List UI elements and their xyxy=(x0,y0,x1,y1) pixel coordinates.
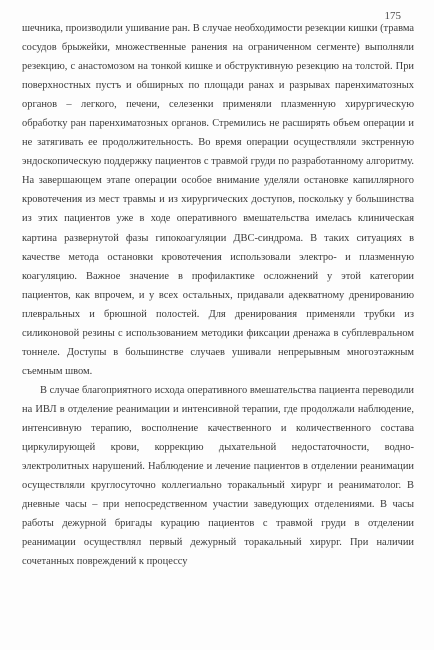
body-text xyxy=(22,19,414,571)
paragraph-continuation: шечника, производили ушивание ран. В случае необходимости резекции кишки (травма сосудов брыжейки, множественные ранения на ограниченном сегменте) выполняли резекцию, с анастомозом на тонкой кишке и обструктивную резекцию на толстой. При поверхностных пустъ и обширных по площади ранах и разрывах паренхиматозных органов – легкого, печени, селезенки применяли плазменную хирургическую обработку ран паренхиматозных органов. Стремились не расширять объем операции и не затягивать ее продолжительность. Во время операции осуществляли экстренную эндоскопическую поддержку пациентов с травмой груди по разработанному алгоритму. На завершающем этапе операции особое внимание уделяли остановке капиллярного кровотечения из мест травмы и из хирургических доступов, поскольку у большинства из этих пациентов уже в ходе оперативного вмешательства имелась клиническая картина развернутой фазы гипокоагуляции ДВС-синдрома. В таких ситуациях в качестве метода остановки кровотечения использовали электро- и плазменную коагуляцию. Важное значение в профилактике осложнений у этой категории пациентов, как впрочем, и у всех остальных, придавали адекватному дренированию плевральных и брюшной полостей. Для дренирования применяли трубки из силиконовой резины с использованием методики фиксации дренажа в субплевральном тоннеле. Доступы в большинстве случаев ушивали непрерывным многоэтажным съемным швом. xyxy=(22,23,415,377)
page-number: 175 xyxy=(384,10,401,22)
paragraph-icu-transfer: В случае благоприятного исхода оперативного вмешательства пациента переводили на ИВЛ в отделение реанимации и интенсивной терапии, где продолжали наблюдение, интенсивную терапию, восполнение качественного и количественного состава циркулирующей крови, коррекцию дыхательной недостаточности, водно-электролитных нарушений. Наблюдение и лечение пациентов в отделении реанимации осуществляли круглосуточно коллегиально торакальный хирург и реаниматолог. В дневные часы – при непосредственном участии заведующих отделениями. В часы работы дежурной бригады курацию пациентов с травмой груди в отделении реанимации осуществлял первый дежурный торакальный хирург. При наличии сочетанных повреждений к процессу xyxy=(22,384,414,568)
